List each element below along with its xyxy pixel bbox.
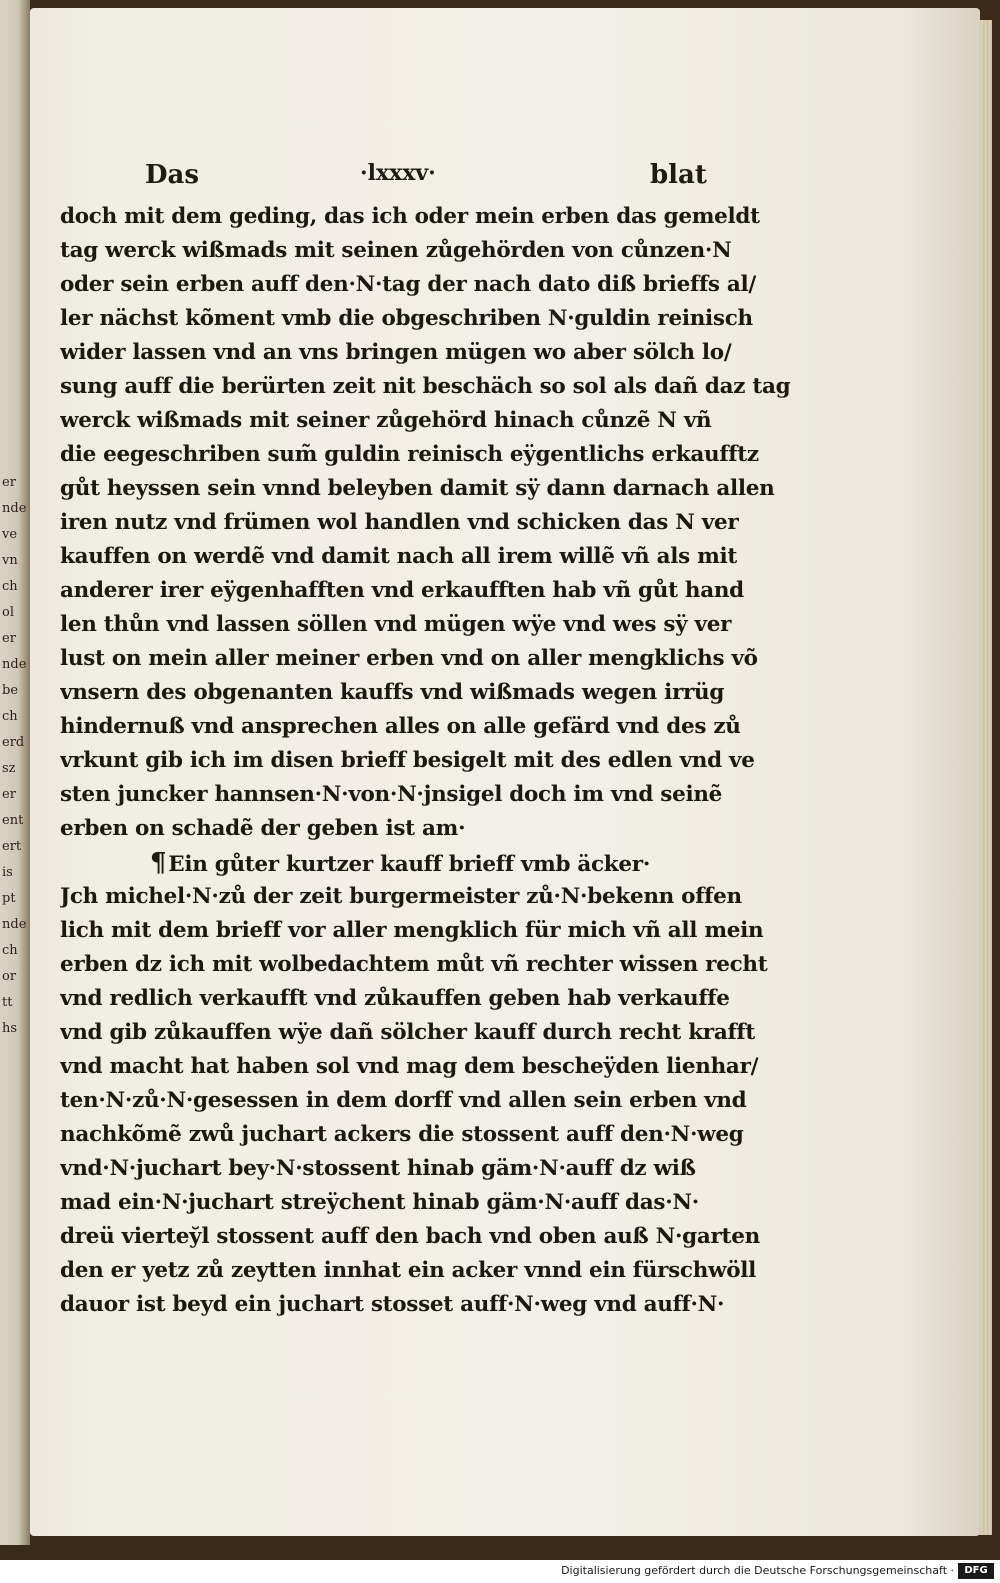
text-line: vnd gib zůkauffen wÿe dañ sölcher kauff durch recht krafft: [60, 1020, 755, 1045]
pilcrow-icon: ¶: [150, 848, 167, 878]
text-line: wider lassen vnd an vns bringen mügen wo aber sölch lo/: [60, 340, 732, 365]
text-line: erben dz ich mit wolbedachtem můt vñ rechter wissen recht: [60, 952, 768, 977]
text-line: tag werck wißmads mit seinen zůgehörden von cůnzen·N: [60, 238, 732, 263]
facing-page-fragment: erd: [2, 735, 25, 750]
facing-page-fragment: or: [2, 969, 17, 984]
text-line: ten·N·zů·N·gesessen in dem dorff vnd allen sein erben vnd: [60, 1088, 747, 1113]
facing-page-fragment: nde: [2, 501, 27, 516]
facing-page-fragment: ve: [2, 527, 18, 542]
text-line: lich mit dem brieff vor aller mengklich für mich vñ all mein: [60, 918, 764, 943]
facing-page-fragment: hs: [2, 1021, 18, 1036]
text-line: vrkunt gib ich im disen brieff besigelt mit des edlen vnd ve: [60, 748, 755, 773]
text-line: vnsern des obgenanten kauffs vnd wißmads wegen irrüg: [60, 680, 725, 705]
text-line: dreü viertey̆l stossent auff den bach vnd oben auß N·garten: [60, 1224, 760, 1249]
running-head-title: Das: [145, 160, 200, 190]
text-line: lust on mein aller meiner erben vnd on aller mengklichs võ: [60, 646, 758, 671]
text-line: gůt heyssen sein vnnd beleyben damit sÿ dann darnach allen: [60, 476, 775, 501]
facing-page-fragment: er: [2, 631, 16, 646]
section-heading: [60, 846, 830, 880]
text-line: oder sein erben auff den·N·tag der nach dato diß brieffs al/: [60, 272, 756, 297]
text-line: erben on schadẽ der geben ist am·: [60, 816, 466, 841]
text-line: sten juncker hannsen·N·von·N·jnsigel doch im vnd seinẽ: [60, 782, 723, 807]
facing-page-fragment: be: [2, 683, 19, 698]
facing-page-fragment: pt: [2, 891, 16, 906]
text-paragraph-2: [60, 880, 830, 1322]
facing-page-fragment: ert: [2, 839, 22, 854]
text-line: iren nutz vnd frümen wol handlen vnd schicken das N ver: [60, 510, 739, 535]
running-head-leaf: blat: [650, 160, 707, 190]
text-line: len thůn vnd lassen söllen vnd mügen wÿe vnd wes sÿ ver: [60, 612, 732, 637]
footer-credit: Digitalisierung gefördert durch die Deutsche Forschungsgemeinschaft ·: [561, 1564, 954, 1577]
facing-page-text-fragments: [2, 470, 28, 1370]
digitization-footer: [0, 1560, 1000, 1583]
text-line: nachkõmẽ zwů juchart ackers die stossent auff den·N·weg: [60, 1122, 744, 1147]
facing-page-fragment: ch: [2, 943, 18, 958]
facing-page-edge: [0, 0, 30, 1545]
facing-page-fragment: tt: [2, 995, 13, 1010]
text-line: werck wißmads mit seiner zůgehörd hinach cůnzẽ N vñ: [60, 408, 712, 433]
text-line: anderer irer eÿgenhafften vnd erkaufften hab vñ gůt hand: [60, 578, 744, 603]
text-line: ler nächst kõment vmb die obgeschriben N·guldin reinisch: [60, 306, 753, 331]
facing-page-fragment: nde: [2, 917, 27, 932]
facing-page-fragment: ch: [2, 579, 18, 594]
text-line: hindernuß vnd ansprechen alles on alle gefärd vnd des zů: [60, 714, 741, 739]
text-line: Jch michel·N·zů der zeit burgermeister zů·N·bekenn offen: [60, 884, 742, 909]
text-line: vnd macht hat haben sol vnd mag dem bescheÿden lienhar/: [60, 1054, 759, 1079]
text-line: dauor ist beyd ein juchart stosset auff·N·weg vnd auff·N·: [60, 1292, 725, 1317]
dfg-logo: DFG: [958, 1563, 994, 1579]
facing-page-fragment: ol: [2, 605, 14, 620]
facing-page-fragment: is: [2, 865, 13, 880]
facing-page-fragment: ent: [2, 813, 24, 828]
text-line: mad ein·N·juchart streÿchent hinab gäm·N·auff das·N·: [60, 1190, 699, 1215]
facing-page-fragment: nde: [2, 657, 27, 672]
text-line: sung auff die berürten zeit nit beschäch so sol als dañ daz tag: [60, 374, 791, 399]
facing-page-fragment: vn: [2, 553, 18, 568]
facing-page-fragment: er: [2, 787, 16, 802]
facing-page-fragment: er: [2, 475, 16, 490]
text-line: doch mit dem geding, das ich oder mein erben das gemeldt: [60, 204, 760, 229]
text-paragraph-1: [60, 200, 830, 846]
text-line: die eegeschriben sum̃ guldin reinisch eÿgentlichs erkaufftz: [60, 442, 759, 467]
section-heading-text: Ein gůter kurtzer kauff brieff vmb äcker·: [168, 852, 650, 877]
text-line: den er yetz zů zeytten innhat ein acker vnnd ein fürschwöll: [60, 1258, 757, 1283]
facing-page-fragment: sz: [2, 761, 16, 776]
facing-page-fragment: ch: [2, 709, 18, 724]
main-text-block: [60, 200, 830, 1322]
text-line: kauffen on werdẽ vnd damit nach all irem willẽ vñ als mit: [60, 544, 738, 569]
folio-number: ·lxxxv·: [360, 160, 436, 186]
running-head: [145, 160, 720, 200]
text-line: vnd redlich verkaufft vnd zůkauffen geben hab verkauffe: [60, 986, 730, 1011]
text-line: vnd·N·juchart bey·N·stossent hinab gäm·N·auff dz wiß: [60, 1156, 696, 1181]
